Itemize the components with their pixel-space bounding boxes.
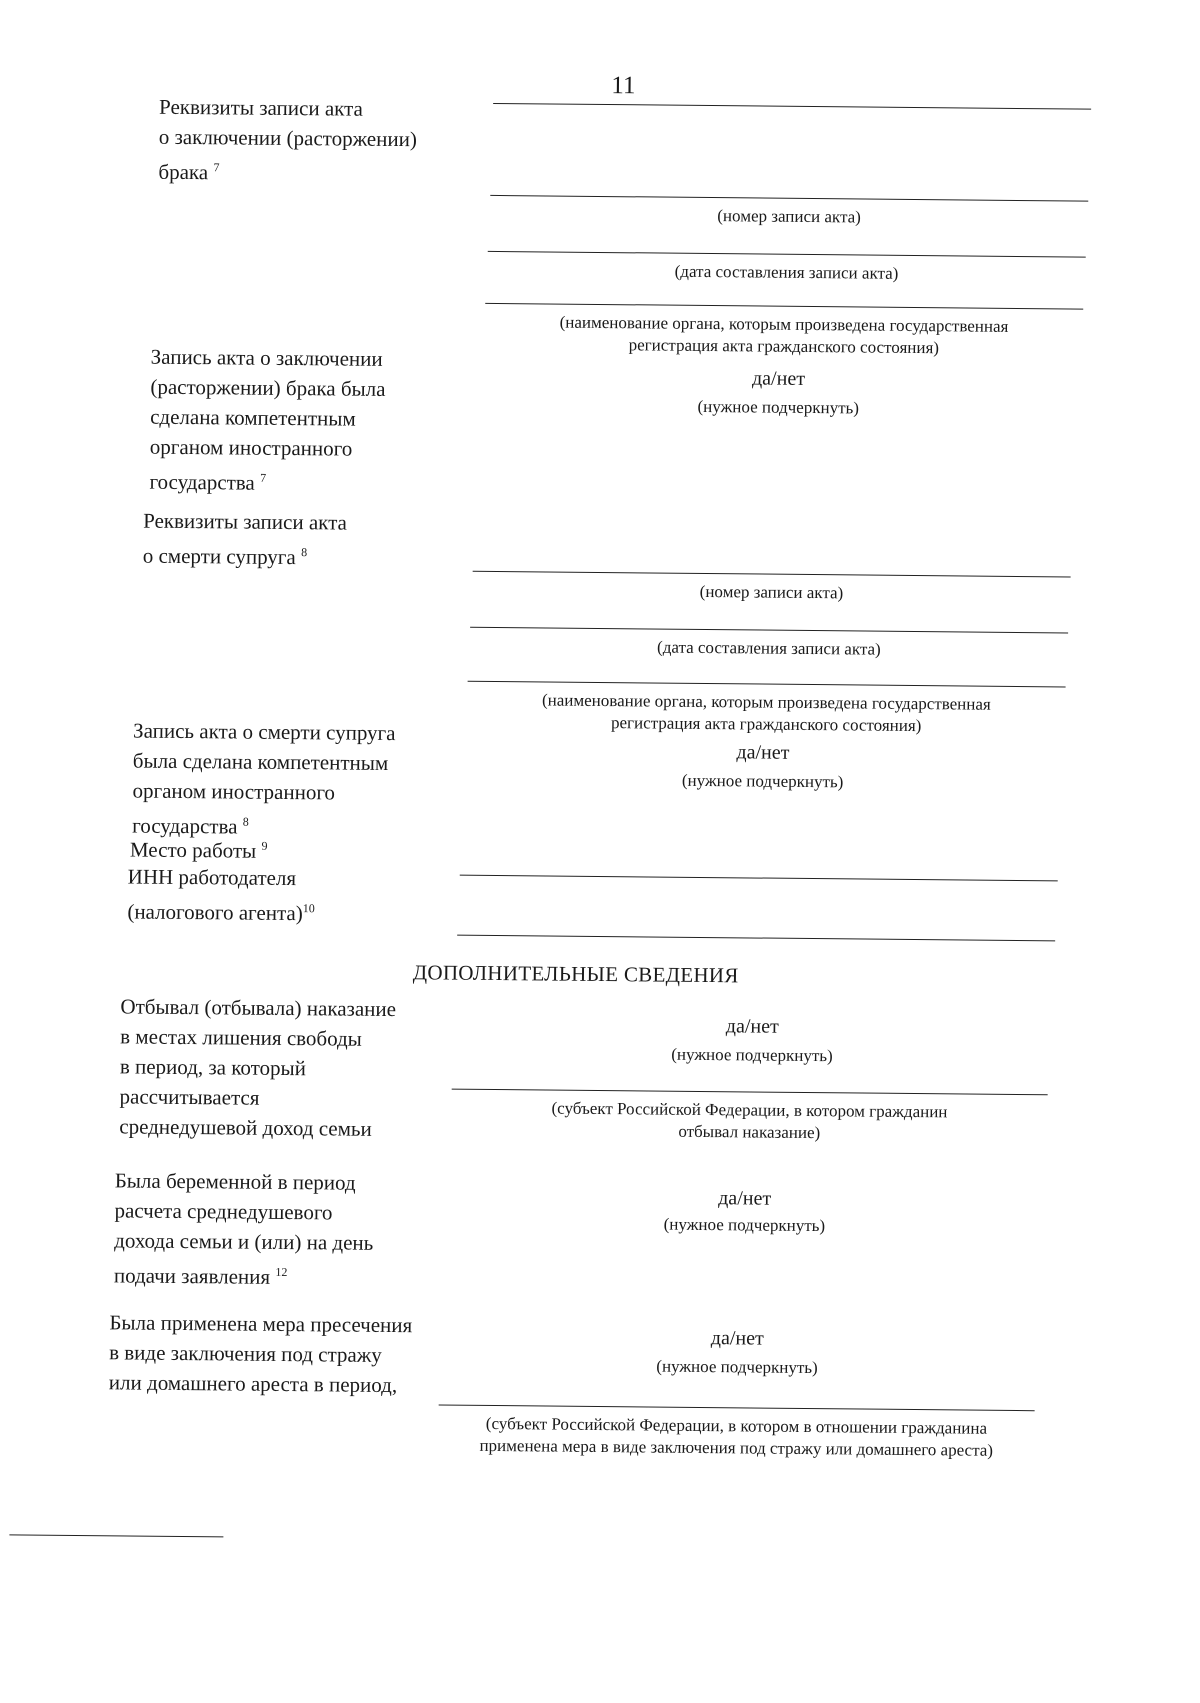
- employer-inn-field-line[interactable]: [457, 935, 1055, 942]
- page-number: 11: [611, 72, 636, 100]
- footnote-ref: 7: [213, 160, 220, 175]
- caption-record-number: (номер записи акта): [699, 581, 844, 603]
- label-pregnancy: Была беременной в период расчета среднедушевого дохода семьи и (или) на день подачи заявления $^{12}$: [113, 1168, 374, 1289]
- yes-no-choice-pregnancy[interactable]: да/нет: [718, 1187, 772, 1210]
- yes-no-choice-death-foreign[interactable]: да/нет: [736, 741, 790, 764]
- caption-record-date: (дата составления записи акта): [657, 637, 881, 659]
- imprisonment-region-line[interactable]: [452, 1089, 1048, 1096]
- caption-registering-body: (наименование органа, которым произведена государственная регистрация акта гражданского состояния): [559, 312, 1009, 358]
- label-employer-inn: ИНН работодателя (налогового агента)$^{10}$: [127, 864, 315, 926]
- caption-record-number: (номер записи акта): [717, 206, 861, 227]
- caption-imprisonment-region: (субъект Российской Федерации, в котором гражданин отбывал наказание): [551, 1098, 948, 1143]
- caption-record-date: (дата составления записи акта): [674, 261, 899, 283]
- underline-hint: (нужное подчеркнуть): [681, 770, 844, 792]
- underline-hint: (нужное подчеркнуть): [656, 1356, 818, 1378]
- label-death-foreign: Запись акта о смерти супруга была сделана компетентным органом иностранного государства $^8$: [132, 718, 396, 839]
- label-imprisonment: Отбывал (отбывала) наказание в местах лишения свободы в период, за который рассчитывается среднедушевой доход семьи: [119, 994, 397, 1141]
- marriage-record-number-line[interactable]: [490, 195, 1088, 202]
- underline-hint: (нужное подчеркнуть): [663, 1214, 826, 1236]
- footnote-ref: 9: [261, 838, 268, 853]
- footnote-ref: 8: [301, 545, 308, 560]
- label-detention: Была применена мера пресечения в виде заключения под стражу или домашнего ареста в период,: [108, 1310, 413, 1398]
- death-record-number-line[interactable]: [473, 571, 1071, 578]
- footnote-ref: 12: [275, 1264, 288, 1280]
- yes-no-choice-marriage-foreign[interactable]: да/нет: [751, 367, 806, 390]
- marriage-registering-body-line[interactable]: [485, 303, 1083, 310]
- marriage-record-field-line[interactable]: [493, 103, 1091, 110]
- marriage-record-date-line[interactable]: [488, 251, 1086, 258]
- label-workplace: Место работы $^9$: [129, 837, 268, 863]
- yes-no-choice-detention[interactable]: да/нет: [710, 1327, 764, 1350]
- footnote-ref: 7: [260, 470, 267, 485]
- yes-no-choice-imprisonment[interactable]: да/нет: [725, 1015, 779, 1038]
- caption-registering-body: (наименование органа, которым произведена государственная регистрация акта гражданского состояния): [541, 690, 991, 736]
- workplace-field-line[interactable]: [460, 875, 1058, 882]
- footnote-ref: 8: [242, 814, 249, 829]
- label-death-record: Реквизиты записи акта о смерти супруга $^8$: [142, 508, 348, 570]
- label-marriage-foreign: Запись акта о заключении (расторжении) брака была сделана компетентным органом иностранного государства $^7$: [149, 344, 386, 495]
- underline-hint: (нужное подчеркнуть): [671, 1044, 833, 1066]
- section-heading: ДОПОЛНИТЕЛЬНЫЕ СВЕДЕНИЯ: [412, 960, 739, 988]
- death-registering-body-line[interactable]: [468, 681, 1066, 688]
- caption-detention-region: (субъект Российской Федерации, в котором в отношении гражданина применена мера в виде заключения под стражу или домашнего ареста): [479, 1413, 994, 1460]
- footnote-ref: 10: [302, 901, 315, 916]
- label-marriage-record: Реквизиты записи акта о заключении (расторжении) брака $^7$: [158, 94, 418, 185]
- underline-hint: (нужное подчеркнуть): [697, 396, 860, 418]
- footnote-separator: [9, 1534, 223, 1537]
- death-record-date-line[interactable]: [470, 627, 1068, 634]
- detention-region-line[interactable]: [439, 1404, 1035, 1411]
